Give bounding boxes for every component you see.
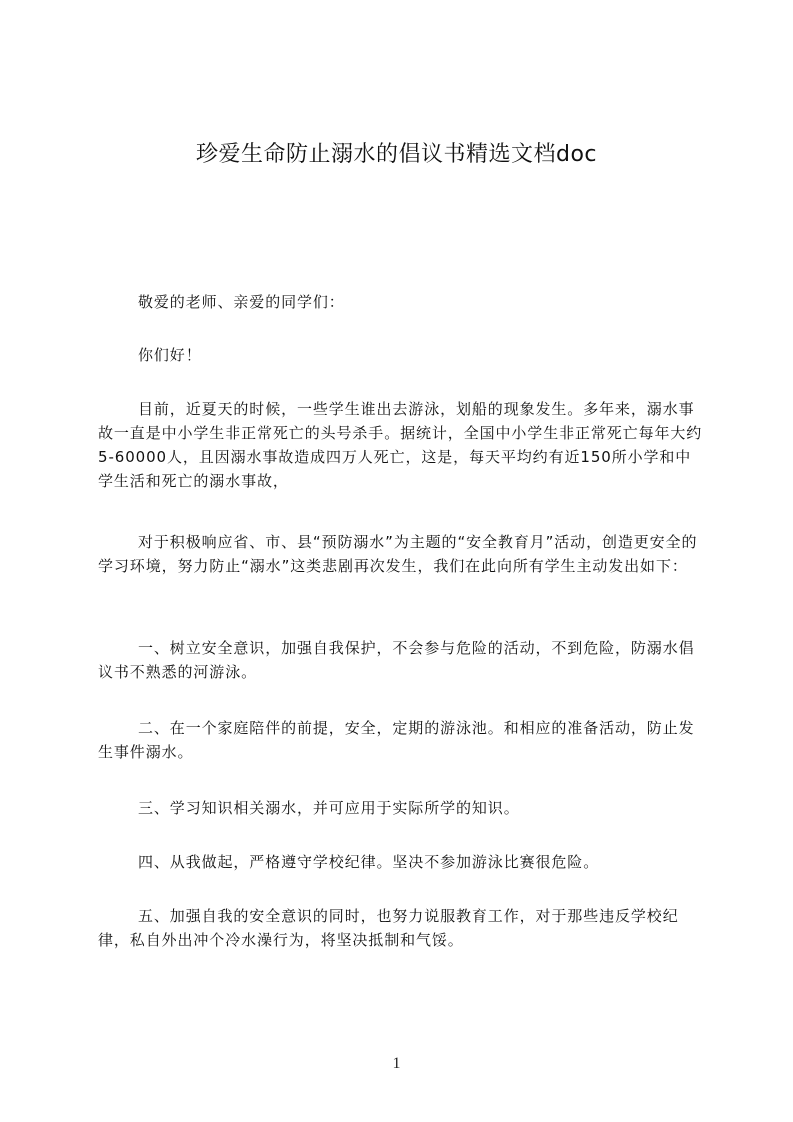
paragraph-background: 目前，近夏天的时候，一些学生谁出去游泳，划船的现象发生。多年来，溺水事故一直是中小学生非正常死亡的头号杀手。据统计，全国中小学生非正常死亡每年大约5-60000人，且因溺水事故造成四万人死亡，这是，每天平均约有近150所小学和中学生活和死亡的溺水事故， — [98, 400, 703, 490]
paragraph-greeting-hello: 你们好！ — [138, 346, 202, 364]
paragraph-greeting-recipients: 敬爱的老师、亲爱的同学们： — [138, 293, 345, 311]
page-number: 1 — [392, 1055, 401, 1072]
paragraph-item-3: 三、学习知识相关溺水，并可应用于实际所学的知识。 — [138, 799, 520, 817]
paragraph-item-4: 四、从我做起，严格遵守学校纪律。坚决不参加游泳比赛很危险。 — [138, 853, 600, 871]
paragraph-item-1: 一、树立安全意识，加强自我保护，不会参与危险的活动，不到危险，防溺水倡议书不熟悉的河游泳。 — [98, 639, 695, 681]
document-title: 珍爱生命防止溺水的倡议书精选文档doc — [195, 142, 598, 167]
paragraph-item-5: 五、加强自我的安全意识的同时，也努力说服教育工作，对于那些违反学校纪律，私自外出冲个冷水澡行为，将坚决抵制和气馁。 — [98, 907, 679, 949]
paragraph-item-2: 二、在一个家庭陪伴的前提，安全，定期的游泳池。和相应的准备活动，防止发生事件溺水。 — [98, 719, 695, 761]
paragraph-call: 对于积极响应省、市、县“预防溺水”为主题的“安全教育月”活动，创造更安全的学习环境，努力防止“溺水”这类悲剧再次发生，我们在此向所有学生主动发出如下： — [98, 533, 698, 575]
